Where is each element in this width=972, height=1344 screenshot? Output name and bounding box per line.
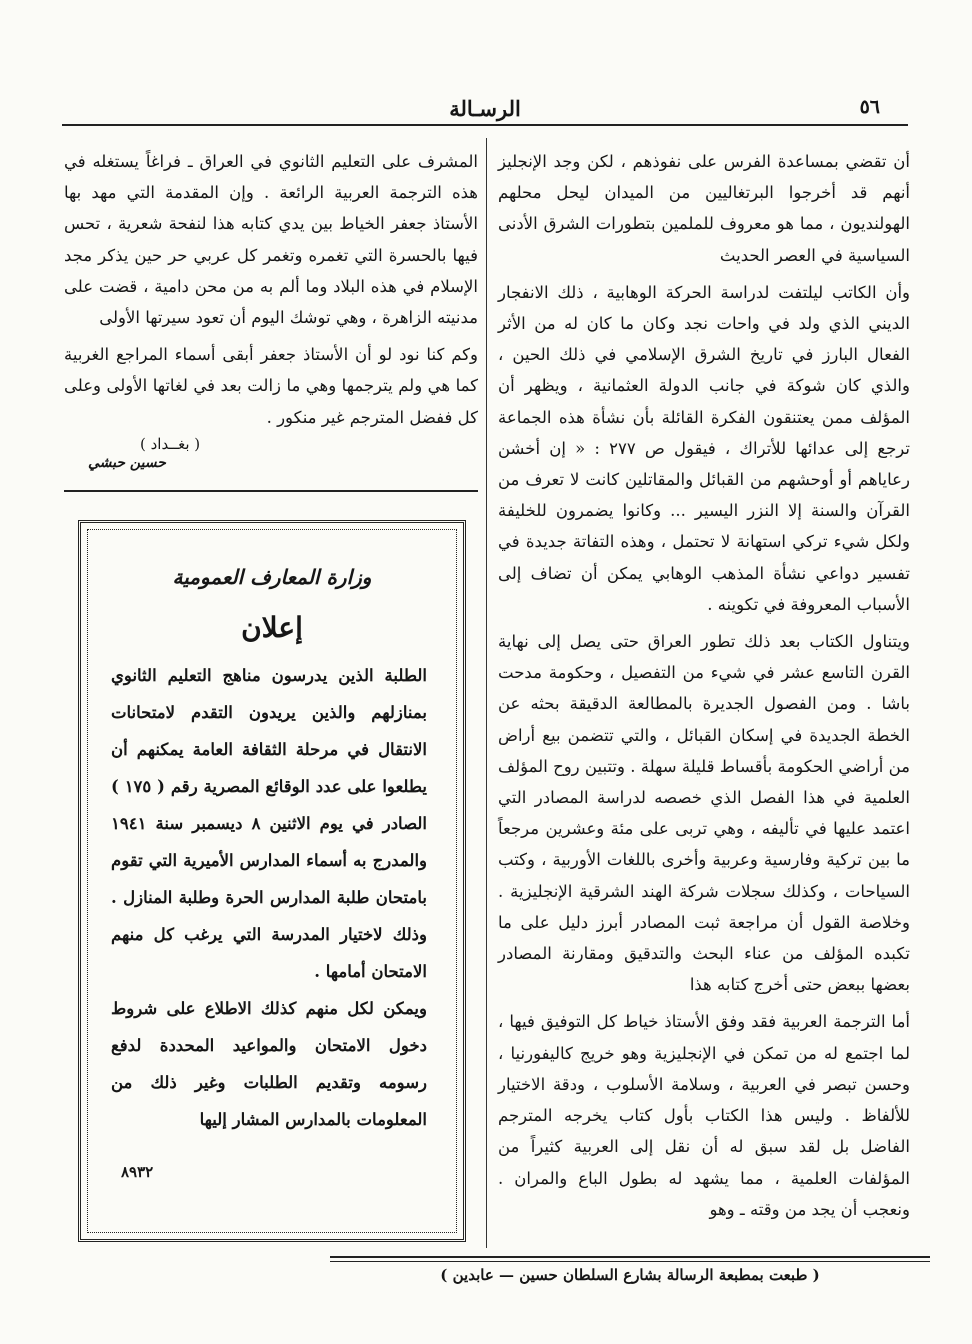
- page-title: الرسـالة: [449, 96, 521, 121]
- column-divider: [486, 138, 487, 1248]
- city-signature: ( بغــداد ): [140, 434, 201, 453]
- paragraph: أما الترجمة العربية فقد وفق الأستاذ خياط كل التوفيق فيها ، لما اجتمع له من تمكن في الإنجليزية وهو خريج كاليفورنيا ، وحسن تبصر في العربية ، وسلامة الأسلوب ، ودقة الاختيار للألفاظ . وليس هذا الكتاب بأول كتاب يخرجه المترجم الفاضل بل لقد سبق له أن نقل إلى العربية كثيراً من المؤلفات العلمية ، مما يشهد له بطول الباع والمران . ونعجب أن يجد من وقته ـ وهو: [498, 1012, 910, 1219]
- notice-number: ٨٩٣٢: [121, 1163, 154, 1181]
- printer-footer: ( طبعت بمطبعة الرسالة بشارع السلطان حسين — عابدين ): [440, 1266, 820, 1284]
- notice-body: [111, 657, 427, 1138]
- page-number: ٥٦: [859, 96, 880, 118]
- notice-paragraph: الطلبة الذين يدرسون مناهج التعليم الثانوي بمنازلهم والذين يريدون التقدم لامتحانات الانتقال في مرحلة الثقافة العامة يمكنهم أن يطلعوا على عدد الوقائع المصرية رقم ( ١٧٥ ) الصادر في يوم الاثنين ٨ ديسمبر سنة ١٩٤١ والمدرج به أسماء المدارس الأميرية التي تقوم بامتحان طلبة المدارس الحرة وطلبة المنازل . وذلك لاختيار المدرسة التي يرغب كل منهم الامتحان أمامها .: [111, 666, 427, 981]
- paragraph: المشرف على التعليم الثانوي في العراق ـ فراغاً يستغله في هذه الترجمة العربية الرائعة . وإن المقدمة التي مهد بها الأستاذ جعفر الخياط بين يدي كتابه هذا لنفحة شعرية ، تحس فيها بالحسرة التي تغمره وتغمر كل عربي حر حين يذكر مجد الإسلام في هذه البلاد وما ألم به من محن دامية ، قضت على مدنيته الزاهرة ، وهي توشك اليوم أن تعود سيرتها الأولى: [64, 152, 478, 328]
- paragraph: وأن الكاتب ليلتفت لدراسة الحركة الوهابية ، ذلك الانفجار الديني الذي ولد في واحات نجد وكان ما كان له من الأثر الفعال البارز في تاريخ الشرق الإسلامي في ذلك الحين ، والذي كان شوكة في جانب الدولة العثمانية ، ويظهر أن المؤلف ممن يعتنقون الفكرة القائلة بأن نشأة هذه الجماعة ترجع إلى عدائها للأتراك ، فيقول ص ٢٧٧ : « إن أخشن رعاياهم أو أوحشهم من القبائل والمقاتلين كانت لا تعرف من القرآن والسنة إلا النزر اليسير ... وكانوا يضمرون للخليفة ولكل شيء تركي استهانة لا تحتمل ، وهذه التفاتة جديدة في تفسير دواعي نشأة المذهب الوهابي يمكن أن تضاف إلى الأسباب المعروفة في تكوينه .: [498, 282, 910, 614]
- paragraph: أن تقضي بمساعدة الفرس على نفوذهم ، لكن وجد الإنجليز أنهم قد أخرجوا البرتغاليين من الميدان ليحل محلهم الهولنديون ، مما هو معروف للملمين بتطورات الشرق الأدنى السياسية في العصر الحديث: [498, 152, 910, 265]
- author-name: حسين حبشي: [88, 454, 166, 471]
- right-column: [498, 146, 910, 1225]
- footer-rule: [330, 1261, 930, 1262]
- notice-paragraph: ويمكن لكل منهم كذلك الاطلاع على شروط دخول الامتحان والمواعيد المحددة لدفع رسومه وتقديم الطلبات وغير ذلك من المعلومات بالمدارس المشار إليها: [111, 999, 427, 1129]
- notice-box: [78, 520, 466, 1242]
- page-header: [62, 96, 908, 126]
- notice-heading: إعلان: [241, 611, 303, 644]
- paragraph: ويتناول الكتاب بعد ذلك تطور العراق حتى يصل إلى نهاية القرن التاسع عشر في شيء من التفصيل ، وحكومة مدحت باشا . ومن الفصول الجديرة بالمطالعة الدقيقة بحثه عن الخطة الجديدة في إسكان القبائل ، والتي تتضمن بيع أراض من أراضي الحكومة بأقساط قليلة سهلة . وتتبين روح المؤلف العلمية في هذا الفصل الذي خصصه لدراسة المصادر التي اعتمد عليها في تأليفه ، وهي تربى على مئة وعشرين مرجعاً ما بين تركية وفارسية وعربية وأخرى باللغات الأوربية ، وكتب السياحات ، وكذلك سجلات شركة الهند الشرقية الإنجليزية . وخلاصة القول أن مراجعة ثبت المصادر أبرز دليل على ما تكبده المؤلف من عناء البحث والتدقيق ومقارنة المصادر بعضها ببعض حتى أخرج كتابه هذا: [498, 632, 910, 995]
- left-column: [64, 146, 478, 471]
- footer-rule: [330, 1256, 930, 1258]
- notice-ministry: وزارة المعارف العمومية: [172, 565, 372, 589]
- paragraph: وكم كنا نود لو أن الأستاذ جعفر أبقى أسماء المراجع الغربية كما هي ولم يترجمها وهي ما زالت بعد في لغاتها الأولى وعلى كل ففضل المترجم غير منكور .: [64, 345, 478, 427]
- article-separator: [64, 490, 478, 492]
